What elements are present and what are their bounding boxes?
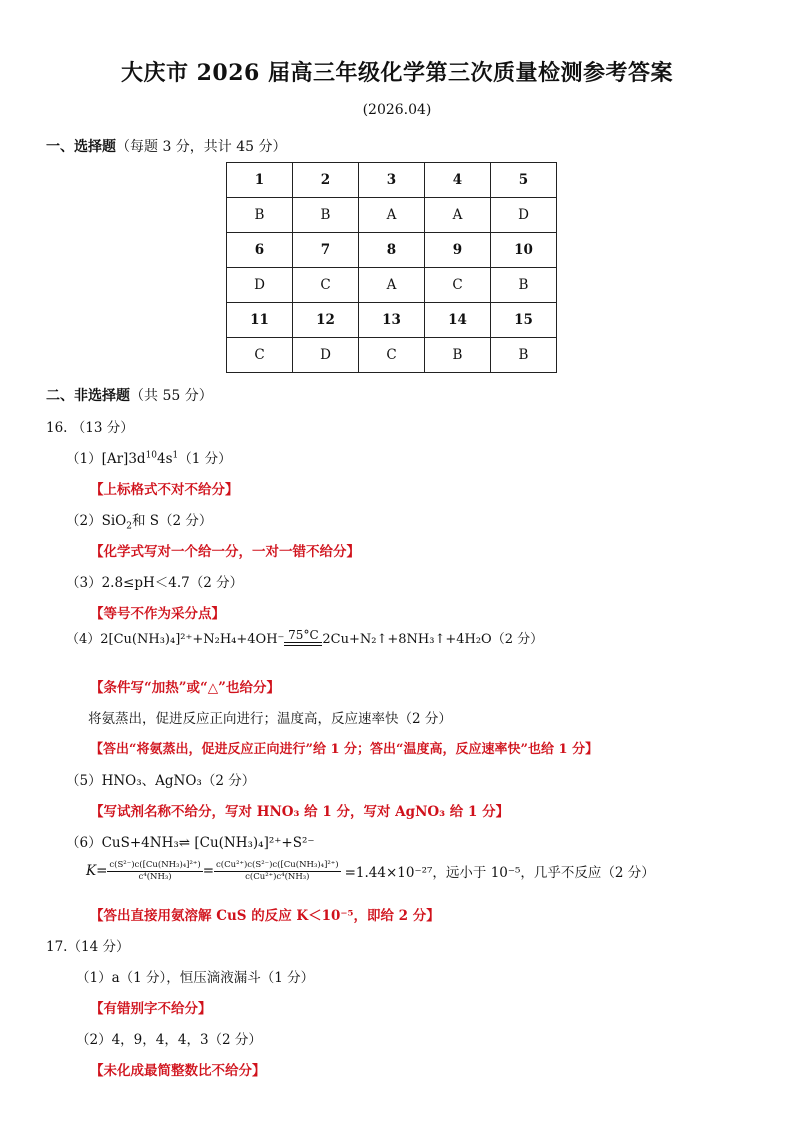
q16-note3: 【等号不作为采分点】	[90, 606, 225, 622]
section1-heading	[46, 136, 287, 156]
section1-title: 一、选择题	[46, 139, 116, 155]
answer-cell: D	[293, 338, 359, 373]
answer-cell: C	[359, 338, 425, 373]
exam-date: (2026.04)	[362, 102, 432, 118]
answer-cell: C	[425, 268, 491, 303]
q16-p1-sup2: 1	[172, 450, 179, 461]
k-fraction-2	[214, 860, 341, 882]
question-number-cell: 14	[425, 303, 491, 338]
q17-part2: （2）4，9，4，4，3（2 分）	[76, 1032, 262, 1048]
q16-p1-suffix: （1 分）	[178, 451, 232, 467]
section1-note: （每题 3 分，共计 45 分）	[116, 139, 287, 155]
q16-part3: （3）2.8≤pH＜4.7（2 分）	[66, 575, 244, 591]
k-fraction-2-denominator: c(Cu²⁺)c⁴(NH₃)	[245, 871, 310, 882]
question-number-cell: 11	[227, 303, 293, 338]
answer-cell: A	[359, 268, 425, 303]
q17-score: （14 分）	[67, 939, 130, 955]
k-equals: =	[202, 863, 215, 880]
question-number-cell: 10	[491, 233, 557, 268]
q16-part4-equation	[66, 628, 543, 647]
q17-note1: 【有错别字不给分】	[90, 1001, 212, 1017]
q16-part6: （6）CuS+4NH₃⇌ [Cu(NH₃)₄]²⁺+S²⁻	[66, 835, 315, 851]
answer-cell: B	[293, 198, 359, 233]
k-result: =1.44×10⁻²⁷，远小于 10⁻⁵，几乎不反应（2 分）	[344, 865, 655, 882]
k-fraction-1-numerator: c(S²⁻)c([Cu(NH₃)₄]²⁺)	[109, 860, 201, 870]
q16-note4b: 【答出“将氨蒸出，促进反应正向进行”给 1 分；答出“温度高，反应速率快”也给 1 分】	[90, 742, 599, 757]
q16-p1-prefix: （1）[Ar]3d	[66, 451, 146, 467]
answer-cell: B	[227, 198, 293, 233]
q16-part2	[66, 509, 213, 532]
q16-p4-lhs: （4）2[Cu(NH₃)₄]²⁺+N₂H₄+4OH⁻	[66, 632, 285, 647]
q17-part1: （1）a（1 分），恒压滴液漏斗（1 分）	[76, 970, 315, 986]
q16-part4b: 将氨蒸出，促进反应正向进行；温度高，反应速率快（2 分）	[88, 711, 452, 727]
q16-note5: 【写试剂名称不给分，写对 HNO₃ 给 1 分，写对 AgNO₃ 给 1 分】	[90, 804, 510, 820]
k-symbol: K=	[86, 863, 108, 880]
q16-k-expression	[86, 860, 655, 882]
q17-note2: 【未化成最简整数比不给分】	[90, 1063, 266, 1079]
q16-note4: 【条件写“加热”或“△”也给分】	[90, 680, 280, 696]
answer-cell: B	[491, 268, 557, 303]
answer-cell: B	[491, 338, 557, 373]
question-number-cell: 8	[359, 233, 425, 268]
question-number-cell: 9	[425, 233, 491, 268]
q16-p4-rhs: 2Cu+N₂↑+8NH₃↑+4H₂O（2 分）	[322, 632, 544, 647]
reaction-condition: 75°C	[288, 628, 319, 642]
q17-label: 17.	[46, 939, 68, 955]
q16-note1: 【上标格式不对不给分】	[90, 482, 239, 498]
answer-cell: C	[227, 338, 293, 373]
question-number-cell: 1	[227, 163, 293, 198]
question-number-cell: 13	[359, 303, 425, 338]
answer-row	[227, 338, 557, 373]
question-number-cell: 4	[425, 163, 491, 198]
k-fraction-1	[107, 860, 202, 882]
reaction-condition-arrow	[284, 629, 322, 646]
q16-score: （13 分）	[71, 420, 134, 436]
q17-header	[46, 935, 129, 955]
answer-row	[227, 268, 557, 303]
section2-note: （共 55 分）	[130, 388, 213, 404]
q16-part1	[66, 447, 232, 467]
answer-row	[227, 198, 557, 233]
q16-p1-mid: 4s	[157, 451, 173, 467]
q16-note6: 【答出直接用氨溶解 CuS 的反应 K＜10⁻⁵，即给 2 分】	[90, 908, 440, 924]
question-number-cell: 15	[491, 303, 557, 338]
question-number-cell: 12	[293, 303, 359, 338]
page-title: 大庆市 2026 届高三年级化学第三次质量检测参考答案	[120, 60, 674, 86]
question-number-row	[227, 163, 557, 198]
q16-part5: （5）HNO₃、AgNO₃（2 分）	[66, 773, 256, 789]
q16-p2-sub: 2	[126, 521, 132, 532]
q16-p1-sup1: 10	[145, 450, 158, 461]
section2-title: 二、非选择题	[46, 388, 130, 404]
q16-p2-prefix: （2）SiO	[66, 513, 127, 529]
q16-p2-suffix: 和 S（2 分）	[131, 513, 213, 529]
answer-cell: D	[491, 198, 557, 233]
answer-table	[226, 162, 557, 373]
question-number-row	[227, 303, 557, 338]
k-fraction-2-numerator: c(Cu²⁺)c(S²⁻)c([Cu(NH₃)₄]²⁺)	[216, 860, 339, 870]
answer-cell: D	[227, 268, 293, 303]
question-number-row	[227, 233, 557, 268]
answer-cell: B	[425, 338, 491, 373]
q16-note2: 【化学式写对一个给一分，一对一错不给分】	[90, 544, 360, 560]
k-fraction-1-denominator: c⁴(NH₃)	[138, 871, 172, 882]
q16-header	[46, 416, 134, 436]
answer-cell: A	[359, 198, 425, 233]
question-number-cell: 6	[227, 233, 293, 268]
question-number-cell: 2	[293, 163, 359, 198]
q16-label: 16.	[46, 420, 68, 436]
question-number-cell: 3	[359, 163, 425, 198]
section2-heading	[46, 385, 213, 405]
question-number-cell: 7	[293, 233, 359, 268]
equals-bars	[284, 642, 322, 646]
answer-cell: A	[425, 198, 491, 233]
answer-cell: C	[293, 268, 359, 303]
question-number-cell: 5	[491, 163, 557, 198]
